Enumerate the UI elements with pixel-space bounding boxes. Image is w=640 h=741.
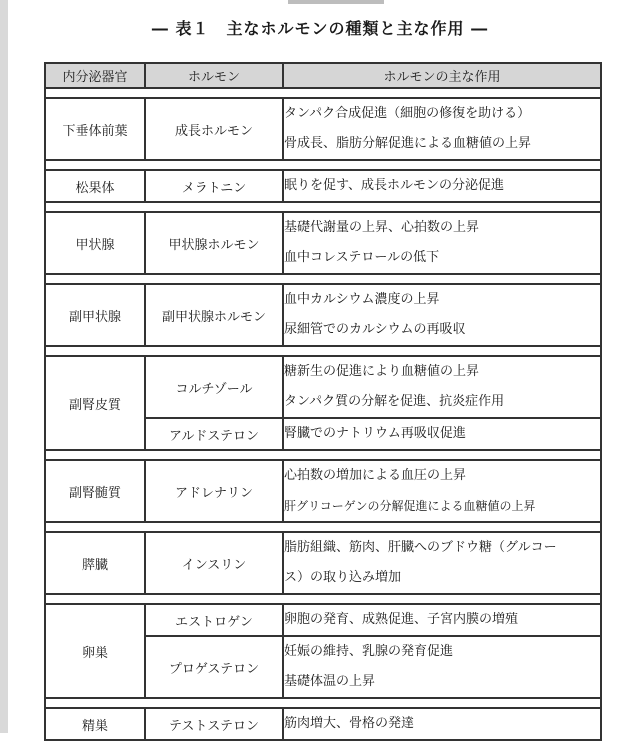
organ-cell: 副甲状腺	[45, 284, 145, 346]
hormone-cell: インスリン	[145, 532, 283, 594]
table-row	[45, 532, 601, 594]
effects-cell	[283, 708, 601, 740]
effect-line: 卵胞の発育、成熟促進、子宮内膜の増殖	[284, 612, 519, 627]
spacer-row	[45, 88, 601, 98]
effect-line: 心拍数の増加による血圧の上昇	[284, 468, 467, 483]
spacer-row	[45, 594, 601, 604]
organ-cell: 副腎皮質	[45, 356, 145, 450]
spacer-row	[45, 450, 601, 460]
effects-cell	[283, 212, 601, 274]
hormone-table	[44, 62, 602, 741]
spacer-row	[45, 202, 601, 212]
header-effects: ホルモンの主な作用	[283, 63, 601, 88]
hormone-cell: 副甲状腺ホルモン	[145, 284, 283, 346]
organ-cell: 松果体	[45, 170, 145, 202]
table-row	[45, 98, 601, 160]
hormone-cell: アルドステロン	[145, 418, 283, 450]
effect-line: 肝グリコーゲンの分解促進による血糖値の上昇	[284, 499, 536, 513]
spacer-row	[45, 274, 601, 284]
spacer-row	[45, 346, 601, 356]
effects-cell	[283, 98, 601, 160]
hormone-cell: 甲状腺ホルモン	[145, 212, 283, 274]
effects-cell	[283, 356, 601, 418]
table-row	[45, 356, 601, 418]
effect-line: 血中カルシウム濃度の上昇	[284, 292, 440, 307]
table-row	[45, 170, 601, 202]
effect-line: ス）の取り込み増加	[284, 570, 402, 585]
table-row	[45, 604, 601, 636]
spacer-row	[45, 522, 601, 532]
spacer-row	[45, 698, 601, 708]
organ-cell: 副腎髄質	[45, 460, 145, 522]
scan-shadow-left	[0, 0, 8, 733]
organ-cell: 甲状腺	[45, 212, 145, 274]
effects-cell	[283, 284, 601, 346]
effect-line: 眠りを促す、成長ホルモンの分泌促進	[284, 178, 504, 193]
effect-line: 基礎代謝量の上昇、心拍数の上昇	[284, 220, 480, 235]
effect-line: タンパク質の分解を促進、抗炎症作用	[284, 394, 505, 409]
effects-cell	[283, 532, 601, 594]
effect-line: 尿細管でのカルシウムの再吸収	[284, 322, 466, 337]
hormone-cell: プロゲステロン	[145, 636, 283, 698]
effect-line: 糖新生の促進により血糖値の上昇	[284, 364, 480, 379]
effect-line: 血中コレステロールの低下	[284, 250, 440, 265]
table-row	[45, 460, 601, 522]
header-row	[45, 63, 601, 88]
effects-cell	[283, 636, 601, 698]
hormone-cell: テストステロン	[145, 708, 283, 740]
effect-line: 筋肉増大、骨格の発達	[284, 716, 415, 731]
organ-cell: 膵臓	[45, 532, 145, 594]
effects-cell	[283, 418, 601, 450]
organ-cell: 精巣	[45, 708, 145, 740]
organ-cell: 卵巣	[45, 604, 145, 698]
table-row	[45, 212, 601, 274]
header-organ: 内分泌器官	[45, 63, 145, 88]
effect-line: 妊娠の維持、乳腺の発育促進	[284, 644, 454, 659]
effect-line: タンパク合成促進（細胞の修復を助ける）	[284, 106, 531, 121]
hormone-cell: 成長ホルモン	[145, 98, 283, 160]
hormone-cell: エストロゲン	[145, 604, 283, 636]
header-hormone: ホルモン	[145, 63, 283, 88]
scan-shadow-top	[288, 0, 384, 4]
table-title: ― 表１ 主なホルモンの種類と主な作用 ―	[151, 19, 489, 38]
spacer-row	[45, 160, 601, 170]
effects-cell	[283, 460, 601, 522]
organ-cell: 下垂体前葉	[45, 98, 145, 160]
table-row	[45, 708, 601, 740]
effect-line: 腎臓でのナトリウム再吸収促進	[284, 426, 466, 441]
hormone-cell: コルチゾール	[145, 356, 283, 418]
effect-line: 骨成長、脂肪分解促進による血糖値の上昇	[284, 136, 532, 151]
hormone-cell: メラトニン	[145, 170, 283, 202]
hormone-cell: アドレナリン	[145, 460, 283, 522]
effect-line: 脂肪組織、筋肉、肝臓へのブドウ糖（グルコー	[284, 540, 557, 555]
effects-cell	[283, 604, 601, 636]
effects-cell	[283, 170, 601, 202]
effect-line: 基礎体温の上昇	[284, 674, 376, 689]
table-row	[45, 284, 601, 346]
